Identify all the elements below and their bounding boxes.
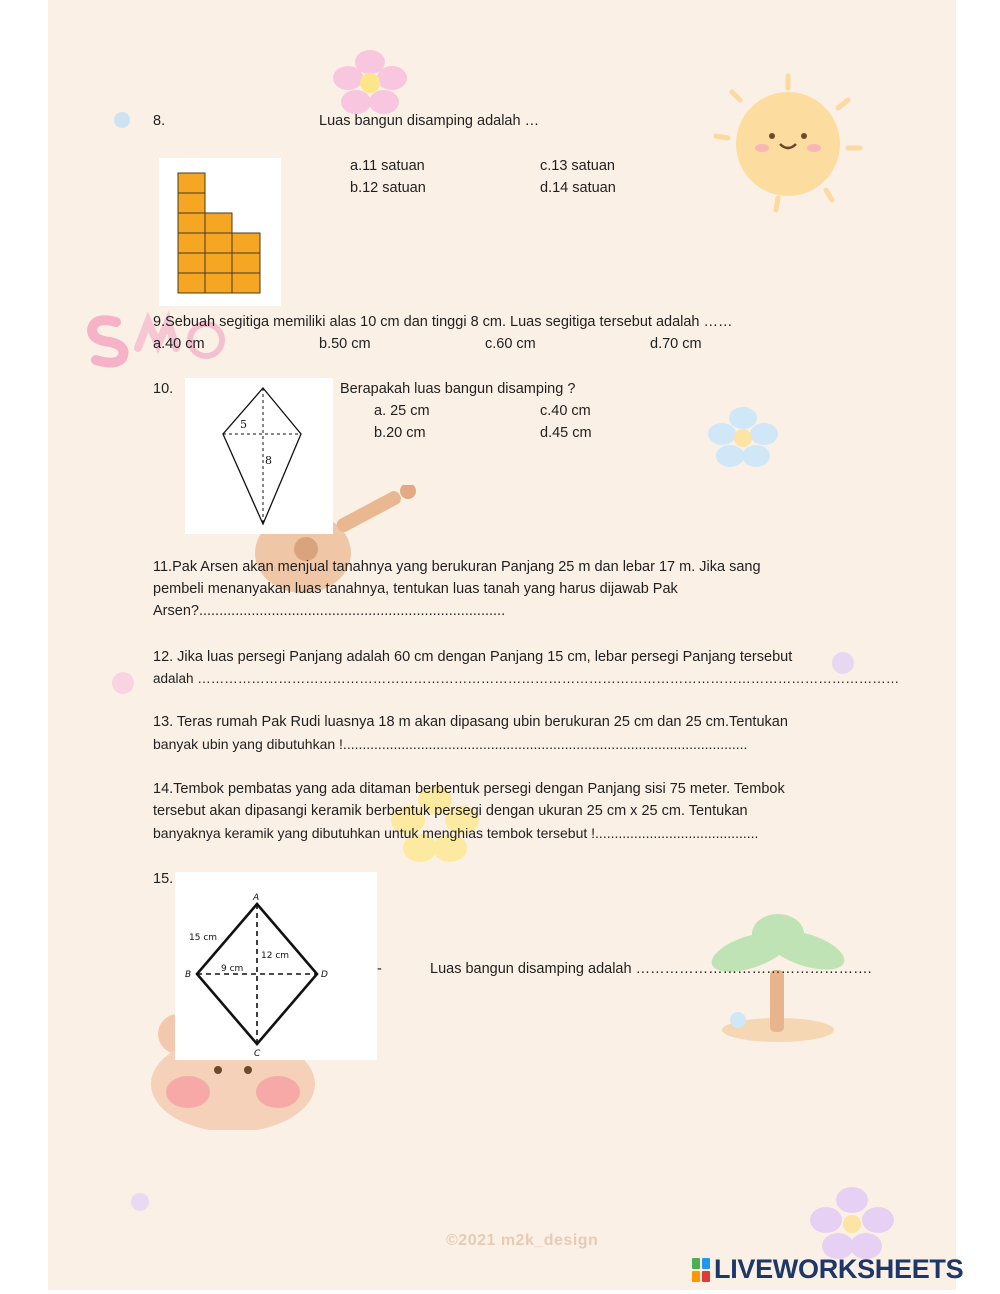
q8-option-b[interactable]: b.12 satuan	[350, 180, 426, 196]
q9-question: 9.Sebuah segitiga memiliki alas 10 cm dan tinggi 8 cm. Luas segitiga tersebut adalah ……	[153, 314, 733, 330]
rhombus-label-b: B	[185, 970, 192, 980]
rhombus-label-d: D	[321, 970, 328, 980]
flower-decoration-top	[330, 48, 410, 118]
kite-shape	[185, 378, 333, 534]
worksheet-page	[48, 0, 956, 1290]
dot-decoration-bottom	[128, 1190, 152, 1214]
liveworksheets-logo[interactable]	[692, 1254, 963, 1285]
kite-label-8: 8	[265, 454, 272, 467]
rhombus-label-c: C	[254, 1049, 261, 1059]
sparkle-decoration	[110, 108, 134, 132]
q10-number: 10.	[153, 381, 174, 397]
rhombus-shape	[175, 872, 377, 1060]
liveworksheets-logo-mark	[692, 1258, 710, 1282]
q11-answer-line[interactable]: Arsen?............................................................................	[153, 603, 506, 619]
q13-answer-line[interactable]: banyak ubin yang dibutuhkan !........................................................................................................	[153, 736, 748, 752]
dot-decoration-left	[108, 668, 138, 698]
copyright-watermark: ©2021 m2k_design	[446, 1232, 599, 1249]
q15-question[interactable]: Luas bangun disamping adalah ………………………………………….	[430, 961, 872, 977]
q15-rhombus-figure	[175, 872, 377, 1060]
q10-option-a[interactable]: a. 25 cm	[374, 403, 430, 419]
rhombus-width-label: 9 cm	[221, 964, 244, 974]
blue-flower-decoration	[708, 406, 778, 470]
q13-line-1: 13. Teras rumah Pak Rudi luasnya 18 m akan dipasang ubin berukuran 25 cm dan 25 cm.Tentukan	[153, 714, 788, 730]
q8-option-d[interactable]: d.14 satuan	[540, 180, 616, 196]
q9-option-c[interactable]: c.60 cm	[485, 336, 536, 352]
q8-grid-figure	[159, 158, 281, 306]
q10-question: Berapakah luas bangun disamping ?	[340, 381, 576, 397]
q8-number: 8.	[153, 113, 166, 129]
q10-option-c[interactable]: c.40 cm	[540, 403, 591, 419]
sun-decoration	[708, 70, 868, 220]
q14-line-2: tersebut akan dipasangi keramik berbentuk persegi dengan ukuran 25 cm x 25 cm. Tentukan	[153, 803, 748, 819]
q8-option-a[interactable]: a.11 satuan	[350, 158, 425, 174]
q14-answer-line[interactable]: banyaknya keramik yang dibutuhkan untuk menghias tembok tersebut !..........................................	[153, 825, 759, 841]
q9-option-b[interactable]: b.50 cm	[319, 336, 371, 352]
rhombus-label-a: A	[253, 893, 260, 903]
rhombus-height-label: 12 cm	[261, 951, 290, 961]
q9-option-d[interactable]: d.70 cm	[650, 336, 702, 352]
unit-squares-shape	[159, 158, 281, 306]
q15-dash: -	[377, 961, 382, 977]
q10-option-b[interactable]: b.20 cm	[374, 425, 426, 441]
q8-option-c[interactable]: c.13 satuan	[540, 158, 615, 174]
q15-number: 15.	[153, 871, 174, 887]
purple-flower-decoration	[810, 1186, 894, 1262]
q10-option-d[interactable]: d.45 cm	[540, 425, 592, 441]
q14-line-1: 14.Tembok pembatas yang ada ditaman berbentuk persegi dengan Panjang sisi 75 meter. Tembok	[153, 781, 785, 797]
rhombus-side-label: 15 cm	[189, 933, 218, 943]
kite-label-5: 5	[240, 418, 247, 431]
q9-option-a[interactable]: a.40 cm	[153, 336, 205, 352]
q12-answer-line[interactable]: adalah …………………………………………………………………………………………………………………………………………	[153, 671, 900, 686]
q10-kite-figure	[185, 378, 333, 534]
liveworksheets-logo-text: LIVEWORKSHEETS	[714, 1254, 964, 1284]
q11-line-1: 11.Pak Arsen akan menjual tanahnya yang berukuran Panjang 25 m dan lebar 17 m. Jika sang	[153, 559, 761, 575]
q8-question: Luas bangun disamping adalah …	[319, 113, 540, 129]
q11-line-2: pembeli menanyakan luas tanahnya, tentukan luas tanah yang harus dijawab Pak	[153, 581, 678, 597]
q12-line-1: 12. Jika luas persegi Panjang adalah 60 cm dengan Panjang 15 cm, lebar persegi Panjang tersebut	[153, 649, 793, 665]
